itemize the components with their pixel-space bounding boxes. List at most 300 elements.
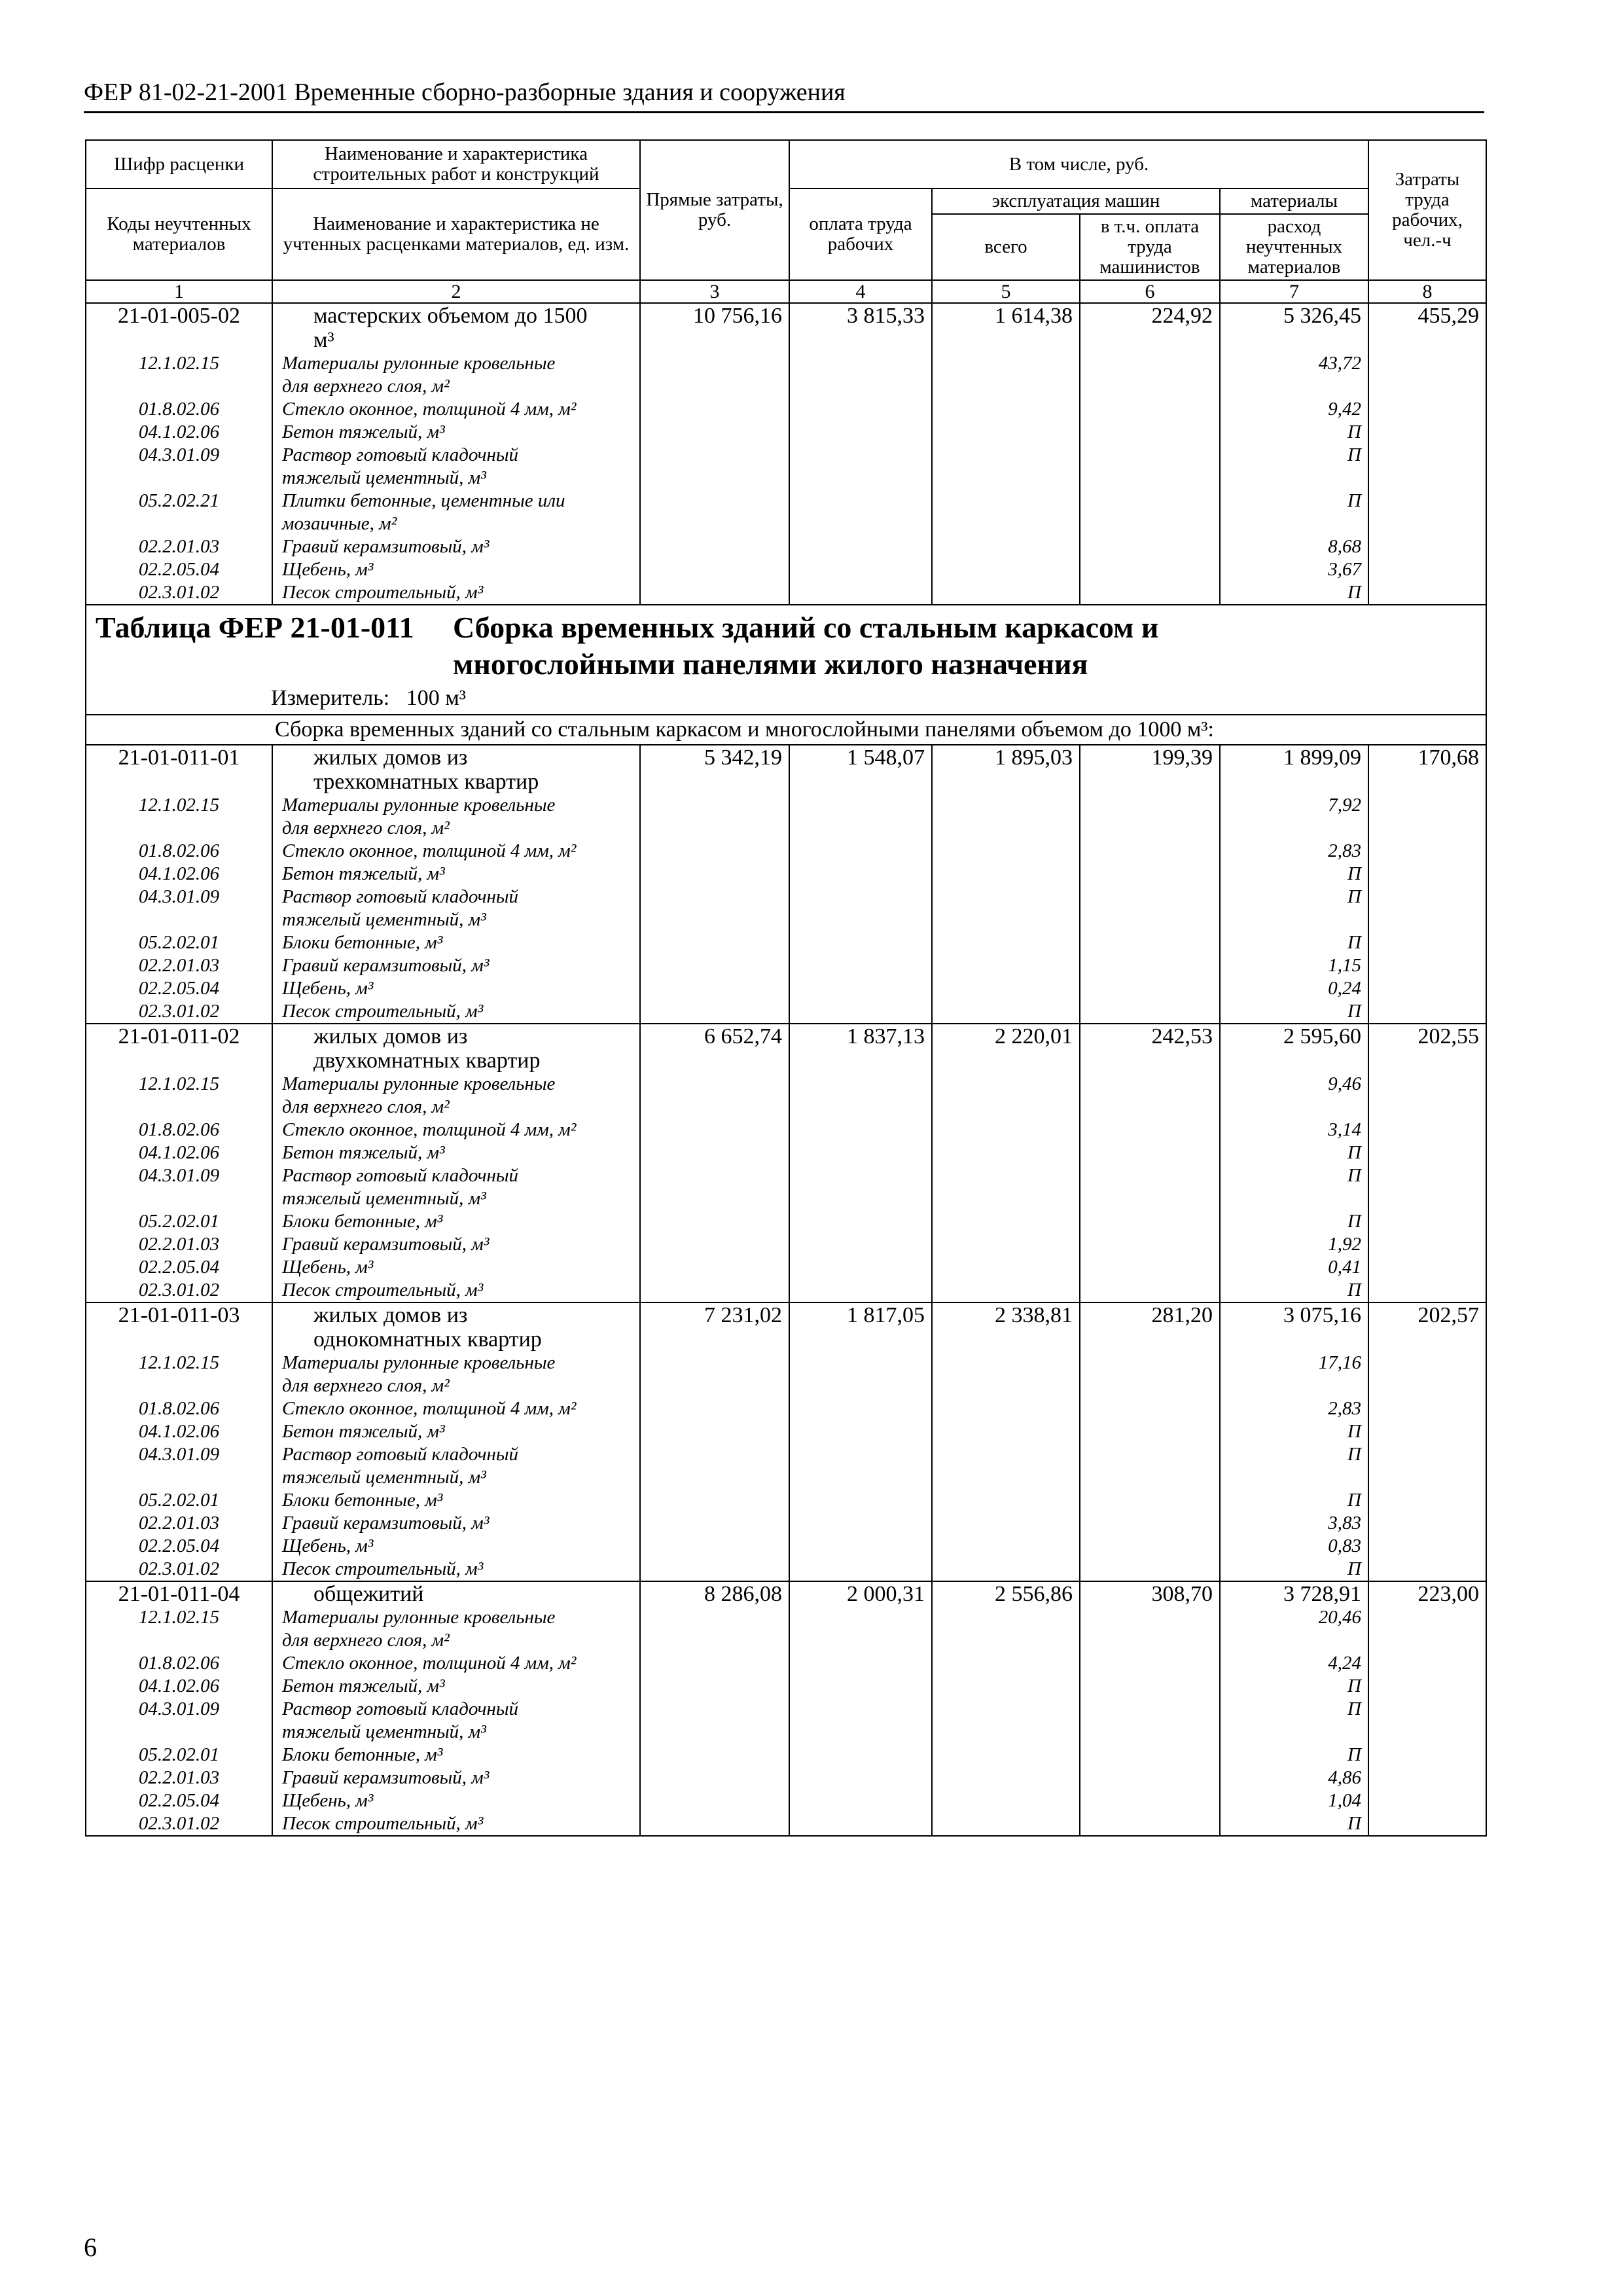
empty-cell bbox=[932, 1652, 1080, 1675]
empty-cell bbox=[789, 794, 932, 840]
material-name bbox=[272, 1443, 640, 1489]
material-name-line: тяжелый цементный, м³ bbox=[282, 909, 486, 930]
material-name-line: тяжелый цементный, м³ bbox=[282, 1467, 486, 1488]
material-code: 02.2.05.04 bbox=[86, 977, 272, 1000]
material-row bbox=[86, 490, 1486, 535]
material-row bbox=[86, 1000, 1486, 1024]
empty-cell bbox=[1368, 535, 1486, 558]
empty-cell bbox=[1080, 490, 1220, 535]
rate-name-line: жилых домов из bbox=[313, 745, 468, 770]
material-row bbox=[86, 421, 1486, 444]
material-name bbox=[272, 1535, 640, 1558]
empty-cell bbox=[640, 954, 789, 977]
material-consumption: П bbox=[1220, 421, 1368, 444]
material-row bbox=[86, 977, 1486, 1000]
empty-cell bbox=[932, 1397, 1080, 1420]
material-name bbox=[272, 1256, 640, 1279]
empty-cell bbox=[640, 794, 789, 840]
empty-cell bbox=[1080, 1420, 1220, 1443]
empty-cell bbox=[789, 1744, 932, 1767]
empty-cell bbox=[1368, 1789, 1486, 1812]
empty-cell bbox=[1080, 1558, 1220, 1581]
material-name-line: Блоки бетонные, м³ bbox=[282, 1744, 443, 1765]
empty-cell bbox=[789, 421, 932, 444]
material-code: 12.1.02.15 bbox=[86, 352, 272, 398]
empty-cell bbox=[640, 1789, 789, 1812]
page-number: 6 bbox=[84, 2233, 97, 2262]
material-name-line: Материалы рулонные кровельные bbox=[282, 1352, 556, 1373]
material-code: 02.2.05.04 bbox=[86, 558, 272, 581]
measure-label: Измеритель: bbox=[271, 686, 390, 710]
empty-cell bbox=[789, 1812, 932, 1836]
material-name-line: Гравий керамзитовый, м³ bbox=[282, 1767, 490, 1788]
material-code: 04.1.02.06 bbox=[86, 863, 272, 886]
materials-cost: 1 899,09 bbox=[1220, 745, 1368, 794]
worker-wages: 1 837,13 bbox=[789, 1024, 932, 1073]
material-row bbox=[86, 1256, 1486, 1279]
table-body bbox=[86, 303, 1486, 1836]
empty-cell bbox=[789, 1420, 932, 1443]
empty-cell bbox=[1368, 1256, 1486, 1279]
table-title-text bbox=[453, 609, 1158, 683]
material-name-line: Плитки бетонные, цементные или bbox=[282, 490, 565, 511]
table-head bbox=[86, 140, 1486, 303]
empty-cell bbox=[1080, 1279, 1220, 1302]
empty-cell bbox=[640, 1812, 789, 1836]
material-consumption: П bbox=[1220, 1141, 1368, 1164]
material-row bbox=[86, 863, 1486, 886]
material-name bbox=[272, 1744, 640, 1767]
machines-total: 2 556,86 bbox=[932, 1581, 1080, 1606]
header-material-names: Наименование и характеристика не учтенных расценками материалов, ед. изм. bbox=[272, 188, 640, 280]
material-consumption: П bbox=[1220, 1279, 1368, 1302]
material-code: 12.1.02.15 bbox=[86, 1352, 272, 1397]
empty-cell bbox=[932, 931, 1080, 954]
empty-cell bbox=[932, 490, 1080, 535]
material-name bbox=[272, 1512, 640, 1535]
empty-cell bbox=[1368, 444, 1486, 490]
material-consumption: 9,42 bbox=[1220, 398, 1368, 421]
material-name-line: мозаичные, м² bbox=[282, 513, 397, 534]
material-name bbox=[272, 1164, 640, 1210]
material-consumption: 1,92 bbox=[1220, 1233, 1368, 1256]
empty-cell bbox=[1368, 1812, 1486, 1836]
material-code: 02.3.01.02 bbox=[86, 1279, 272, 1302]
material-code: 04.3.01.09 bbox=[86, 1698, 272, 1744]
material-code: 04.1.02.06 bbox=[86, 1141, 272, 1164]
empty-cell bbox=[932, 1233, 1080, 1256]
material-row bbox=[86, 1164, 1486, 1210]
material-code: 02.3.01.02 bbox=[86, 1812, 272, 1836]
empty-cell bbox=[1080, 794, 1220, 840]
empty-cell bbox=[932, 1744, 1080, 1767]
material-name-line: для верхнего слоя, м² bbox=[282, 1375, 450, 1396]
material-row bbox=[86, 352, 1486, 398]
empty-cell bbox=[1368, 421, 1486, 444]
empty-cell bbox=[640, 1164, 789, 1210]
column-number: 6 bbox=[1080, 280, 1220, 303]
empty-cell bbox=[640, 1119, 789, 1141]
empty-cell bbox=[789, 1279, 932, 1302]
worker-wages: 3 815,33 bbox=[789, 303, 932, 352]
empty-cell bbox=[1080, 352, 1220, 398]
empty-cell bbox=[789, 1141, 932, 1164]
empty-cell bbox=[789, 1767, 932, 1789]
group-title: Сборка временных зданий со стальным каркасом и многослойными панелями объемом до 1000 м³: bbox=[86, 715, 1486, 745]
header-direct: Прямые затраты, руб. bbox=[640, 140, 789, 280]
empty-cell bbox=[1368, 977, 1486, 1000]
material-name bbox=[272, 840, 640, 863]
material-name-line: для верхнего слоя, м² bbox=[282, 817, 450, 838]
material-code: 01.8.02.06 bbox=[86, 1652, 272, 1675]
material-row bbox=[86, 1789, 1486, 1812]
rate-name-line: мастерских объемом до 1500 bbox=[313, 304, 588, 328]
material-code: 02.3.01.02 bbox=[86, 581, 272, 605]
empty-cell bbox=[1080, 1606, 1220, 1652]
material-consumption: П bbox=[1220, 1210, 1368, 1233]
material-consumption: 3,67 bbox=[1220, 558, 1368, 581]
material-name bbox=[272, 863, 640, 886]
material-row bbox=[86, 1210, 1486, 1233]
empty-cell bbox=[640, 1744, 789, 1767]
rate-name-line: трехкомнатных квартир bbox=[313, 770, 539, 794]
empty-cell bbox=[640, 840, 789, 863]
empty-cell bbox=[932, 1000, 1080, 1024]
material-row bbox=[86, 398, 1486, 421]
material-name bbox=[272, 1767, 640, 1789]
material-name-line: Раствор готовый кладочный bbox=[282, 886, 519, 907]
material-name bbox=[272, 1233, 640, 1256]
empty-cell bbox=[1080, 1744, 1220, 1767]
column-numbers-row bbox=[86, 280, 1486, 303]
material-name bbox=[272, 954, 640, 977]
empty-cell bbox=[640, 444, 789, 490]
empty-cell bbox=[640, 1558, 789, 1581]
empty-cell bbox=[789, 490, 932, 535]
material-name-line: Щебень, м³ bbox=[282, 1257, 374, 1278]
header-including: В том числе, руб. bbox=[789, 140, 1368, 188]
header-machines-total: всего bbox=[932, 214, 1080, 280]
material-name-line: Песок строительный, м³ bbox=[282, 1813, 484, 1834]
material-code: 04.1.02.06 bbox=[86, 1420, 272, 1443]
rate-row bbox=[86, 1302, 1486, 1352]
empty-cell bbox=[1368, 1279, 1486, 1302]
material-row bbox=[86, 1675, 1486, 1698]
material-name bbox=[272, 398, 640, 421]
material-code: 05.2.02.01 bbox=[86, 1489, 272, 1512]
empty-cell bbox=[1368, 490, 1486, 535]
empty-cell bbox=[640, 1000, 789, 1024]
rate-code: 21-01-011-03 bbox=[86, 1302, 272, 1352]
material-name-line: Стекло оконное, толщиной 4 мм, м² bbox=[282, 1653, 577, 1674]
empty-cell bbox=[1368, 1210, 1486, 1233]
empty-cell bbox=[1080, 1000, 1220, 1024]
material-name-line: Стекло оконное, толщиной 4 мм, м² bbox=[282, 1119, 577, 1140]
material-consumption: 20,46 bbox=[1220, 1606, 1368, 1652]
rate-name bbox=[272, 303, 640, 352]
empty-cell bbox=[640, 490, 789, 535]
material-code: 02.3.01.02 bbox=[86, 1558, 272, 1581]
material-code: 05.2.02.01 bbox=[86, 1744, 272, 1767]
material-name-line: Щебень, м³ bbox=[282, 1535, 374, 1556]
rate-name bbox=[272, 745, 640, 794]
material-name-line: Блоки бетонные, м³ bbox=[282, 1490, 443, 1511]
empty-cell bbox=[640, 1141, 789, 1164]
material-consumption: П bbox=[1220, 1812, 1368, 1836]
worker-wages: 1 548,07 bbox=[789, 745, 932, 794]
direct-cost: 6 652,74 bbox=[640, 1024, 789, 1073]
empty-cell bbox=[932, 398, 1080, 421]
empty-cell bbox=[932, 1352, 1080, 1397]
material-consumption: 9,46 bbox=[1220, 1073, 1368, 1119]
material-consumption: 0,24 bbox=[1220, 977, 1368, 1000]
material-name bbox=[272, 1279, 640, 1302]
empty-cell bbox=[1368, 954, 1486, 977]
header-rule bbox=[84, 111, 1484, 113]
material-row bbox=[86, 886, 1486, 931]
material-name-line: Щебень, м³ bbox=[282, 1790, 374, 1811]
material-code: 04.1.02.06 bbox=[86, 1675, 272, 1698]
material-name-line: Бетон тяжелый, м³ bbox=[282, 863, 445, 884]
empty-cell bbox=[1368, 1558, 1486, 1581]
empty-cell bbox=[789, 1256, 932, 1279]
empty-cell bbox=[932, 421, 1080, 444]
empty-cell bbox=[1080, 1164, 1220, 1210]
measure-value: 100 м³ bbox=[406, 686, 466, 710]
empty-cell bbox=[1080, 977, 1220, 1000]
empty-cell bbox=[932, 1073, 1080, 1119]
material-name bbox=[272, 1352, 640, 1397]
empty-cell bbox=[932, 1675, 1080, 1698]
column-number: 2 bbox=[272, 280, 640, 303]
material-row bbox=[86, 1397, 1486, 1420]
empty-cell bbox=[932, 1512, 1080, 1535]
empty-cell bbox=[640, 886, 789, 931]
material-name bbox=[272, 1675, 640, 1698]
material-name bbox=[272, 1698, 640, 1744]
material-name bbox=[272, 1397, 640, 1420]
empty-cell bbox=[1368, 1420, 1486, 1443]
empty-cell bbox=[1080, 1233, 1220, 1256]
material-name bbox=[272, 1210, 640, 1233]
material-consumption: 8,68 bbox=[1220, 535, 1368, 558]
empty-cell bbox=[789, 352, 932, 398]
material-name-line: Песок строительный, м³ bbox=[282, 1280, 484, 1300]
empty-cell bbox=[789, 840, 932, 863]
direct-cost: 10 756,16 bbox=[640, 303, 789, 352]
empty-cell bbox=[640, 1210, 789, 1233]
empty-cell bbox=[789, 398, 932, 421]
empty-cell bbox=[789, 1512, 932, 1535]
material-consumption: П bbox=[1220, 863, 1368, 886]
material-name-line: Раствор готовый кладочный bbox=[282, 444, 519, 465]
material-row bbox=[86, 1606, 1486, 1652]
price-table bbox=[85, 139, 1487, 1837]
material-row bbox=[86, 1652, 1486, 1675]
empty-cell bbox=[1368, 863, 1486, 886]
empty-cell bbox=[640, 581, 789, 605]
empty-cell bbox=[789, 581, 932, 605]
material-name bbox=[272, 1606, 640, 1652]
header-material-codes: Коды неучтенных материалов bbox=[86, 188, 272, 280]
header-machines: эксплуатация машин bbox=[932, 188, 1220, 214]
empty-cell bbox=[789, 1119, 932, 1141]
material-code: 02.2.05.04 bbox=[86, 1789, 272, 1812]
material-consumption: 1,04 bbox=[1220, 1789, 1368, 1812]
empty-cell bbox=[789, 863, 932, 886]
material-name-line: Щебень, м³ bbox=[282, 559, 374, 580]
empty-cell bbox=[640, 1698, 789, 1744]
empty-cell bbox=[932, 840, 1080, 863]
empty-cell bbox=[789, 444, 932, 490]
material-name bbox=[272, 558, 640, 581]
material-name-line: Песок строительный, м³ bbox=[282, 1558, 484, 1579]
material-consumption: 1,15 bbox=[1220, 954, 1368, 977]
material-name-line: для верхнего слоя, м² bbox=[282, 376, 450, 397]
material-name-line: Гравий керамзитовый, м³ bbox=[282, 1234, 490, 1255]
empty-cell bbox=[932, 1789, 1080, 1812]
material-name bbox=[272, 794, 640, 840]
empty-cell bbox=[1368, 840, 1486, 863]
material-consumption: 3,14 bbox=[1220, 1119, 1368, 1141]
material-name bbox=[272, 1489, 640, 1512]
empty-cell bbox=[932, 1164, 1080, 1210]
empty-cell bbox=[932, 1812, 1080, 1836]
empty-cell bbox=[932, 863, 1080, 886]
empty-cell bbox=[1080, 931, 1220, 954]
empty-cell bbox=[932, 581, 1080, 605]
machines-total: 1 614,38 bbox=[932, 303, 1080, 352]
materials-cost: 5 326,45 bbox=[1220, 303, 1368, 352]
material-name-line: Блоки бетонные, м³ bbox=[282, 932, 443, 953]
group-title-row bbox=[86, 715, 1486, 745]
empty-cell bbox=[789, 1164, 932, 1210]
empty-cell bbox=[640, 1489, 789, 1512]
material-row bbox=[86, 1767, 1486, 1789]
material-row bbox=[86, 1073, 1486, 1119]
empty-cell bbox=[1080, 863, 1220, 886]
empty-cell bbox=[789, 1489, 932, 1512]
direct-cost: 7 231,02 bbox=[640, 1302, 789, 1352]
empty-cell bbox=[1368, 581, 1486, 605]
material-row bbox=[86, 931, 1486, 954]
material-name-line: Материалы рулонные кровельные bbox=[282, 353, 556, 374]
empty-cell bbox=[1368, 1443, 1486, 1489]
material-consumption: П bbox=[1220, 886, 1368, 931]
table-title-line: многослойными панелями жилого назначения bbox=[453, 647, 1088, 681]
empty-cell bbox=[932, 1558, 1080, 1581]
empty-cell bbox=[789, 535, 932, 558]
empty-cell bbox=[1080, 1789, 1220, 1812]
material-consumption: 2,83 bbox=[1220, 1397, 1368, 1420]
empty-cell bbox=[789, 931, 932, 954]
empty-cell bbox=[789, 1606, 932, 1652]
material-name-line: тяжелый цементный, м³ bbox=[282, 467, 486, 488]
empty-cell bbox=[1368, 1164, 1486, 1210]
direct-cost: 5 342,19 bbox=[640, 745, 789, 794]
machines-total: 2 338,81 bbox=[932, 1302, 1080, 1352]
material-consumption: 3,83 bbox=[1220, 1512, 1368, 1535]
empty-cell bbox=[640, 1233, 789, 1256]
material-name-line: Раствор готовый кладочный bbox=[282, 1444, 519, 1465]
material-code: 12.1.02.15 bbox=[86, 1606, 272, 1652]
empty-cell bbox=[1080, 1119, 1220, 1141]
empty-cell bbox=[1080, 535, 1220, 558]
header-machinist-wages: в т.ч. оплата труда машинистов bbox=[1080, 214, 1220, 280]
empty-cell bbox=[1368, 1698, 1486, 1744]
material-row bbox=[86, 1812, 1486, 1836]
empty-cell bbox=[1368, 794, 1486, 840]
empty-cell bbox=[1080, 1535, 1220, 1558]
material-name-line: Стекло оконное, толщиной 4 мм, м² bbox=[282, 1398, 577, 1419]
rate-name-line: двухкомнатных квартир bbox=[313, 1049, 541, 1073]
empty-cell bbox=[1080, 1210, 1220, 1233]
rate-row bbox=[86, 745, 1486, 794]
empty-cell bbox=[1368, 1397, 1486, 1420]
material-name-line: Щебень, м³ bbox=[282, 978, 374, 999]
material-code: 02.2.01.03 bbox=[86, 1233, 272, 1256]
material-name-line: Песок строительный, м³ bbox=[282, 1001, 484, 1022]
empty-cell bbox=[640, 352, 789, 398]
rate-code: 21-01-011-01 bbox=[86, 745, 272, 794]
material-name-line: Стекло оконное, толщиной 4 мм, м² bbox=[282, 840, 577, 861]
rate-row bbox=[86, 1581, 1486, 1606]
material-code: 02.2.05.04 bbox=[86, 1535, 272, 1558]
material-name-line: Бетон тяжелый, м³ bbox=[282, 422, 445, 442]
material-name-line: Раствор готовый кладочный bbox=[282, 1698, 519, 1719]
material-consumption: 17,16 bbox=[1220, 1352, 1368, 1397]
material-consumption: 0,83 bbox=[1220, 1535, 1368, 1558]
column-number: 5 bbox=[932, 280, 1080, 303]
empty-cell bbox=[1080, 581, 1220, 605]
material-name-line: Материалы рулонные кровельные bbox=[282, 1073, 556, 1094]
empty-cell bbox=[1080, 1256, 1220, 1279]
material-row bbox=[86, 954, 1486, 977]
material-row bbox=[86, 535, 1486, 558]
worker-wages: 1 817,05 bbox=[789, 1302, 932, 1352]
material-name bbox=[272, 931, 640, 954]
material-row bbox=[86, 581, 1486, 605]
empty-cell bbox=[1368, 1767, 1486, 1789]
material-name-line: тяжелый цементный, м³ bbox=[282, 1188, 486, 1209]
empty-cell bbox=[932, 352, 1080, 398]
material-code: 05.2.02.21 bbox=[86, 490, 272, 535]
material-row bbox=[86, 444, 1486, 490]
empty-cell bbox=[1368, 1606, 1486, 1652]
material-consumption: П bbox=[1220, 1744, 1368, 1767]
header-name: Наименование и характеристика строительных работ и конструкций bbox=[272, 140, 640, 188]
material-consumption: 7,92 bbox=[1220, 794, 1368, 840]
material-name bbox=[272, 1558, 640, 1581]
material-name-line: Гравий керамзитовый, м³ bbox=[282, 536, 490, 557]
rate-row bbox=[86, 303, 1486, 352]
empty-cell bbox=[789, 1535, 932, 1558]
material-name-line: Блоки бетонные, м³ bbox=[282, 1211, 443, 1232]
material-row bbox=[86, 1352, 1486, 1397]
materials-cost: 3 075,16 bbox=[1220, 1302, 1368, 1352]
labor-cost: 223,00 bbox=[1368, 1581, 1486, 1606]
empty-cell bbox=[640, 1675, 789, 1698]
empty-cell bbox=[1080, 1443, 1220, 1489]
empty-cell bbox=[1368, 886, 1486, 931]
material-code: 05.2.02.01 bbox=[86, 1210, 272, 1233]
material-consumption: П bbox=[1220, 444, 1368, 490]
empty-cell bbox=[932, 1119, 1080, 1141]
empty-cell bbox=[1368, 1535, 1486, 1558]
material-consumption: П bbox=[1220, 1489, 1368, 1512]
empty-cell bbox=[1080, 840, 1220, 863]
material-row bbox=[86, 1512, 1486, 1535]
